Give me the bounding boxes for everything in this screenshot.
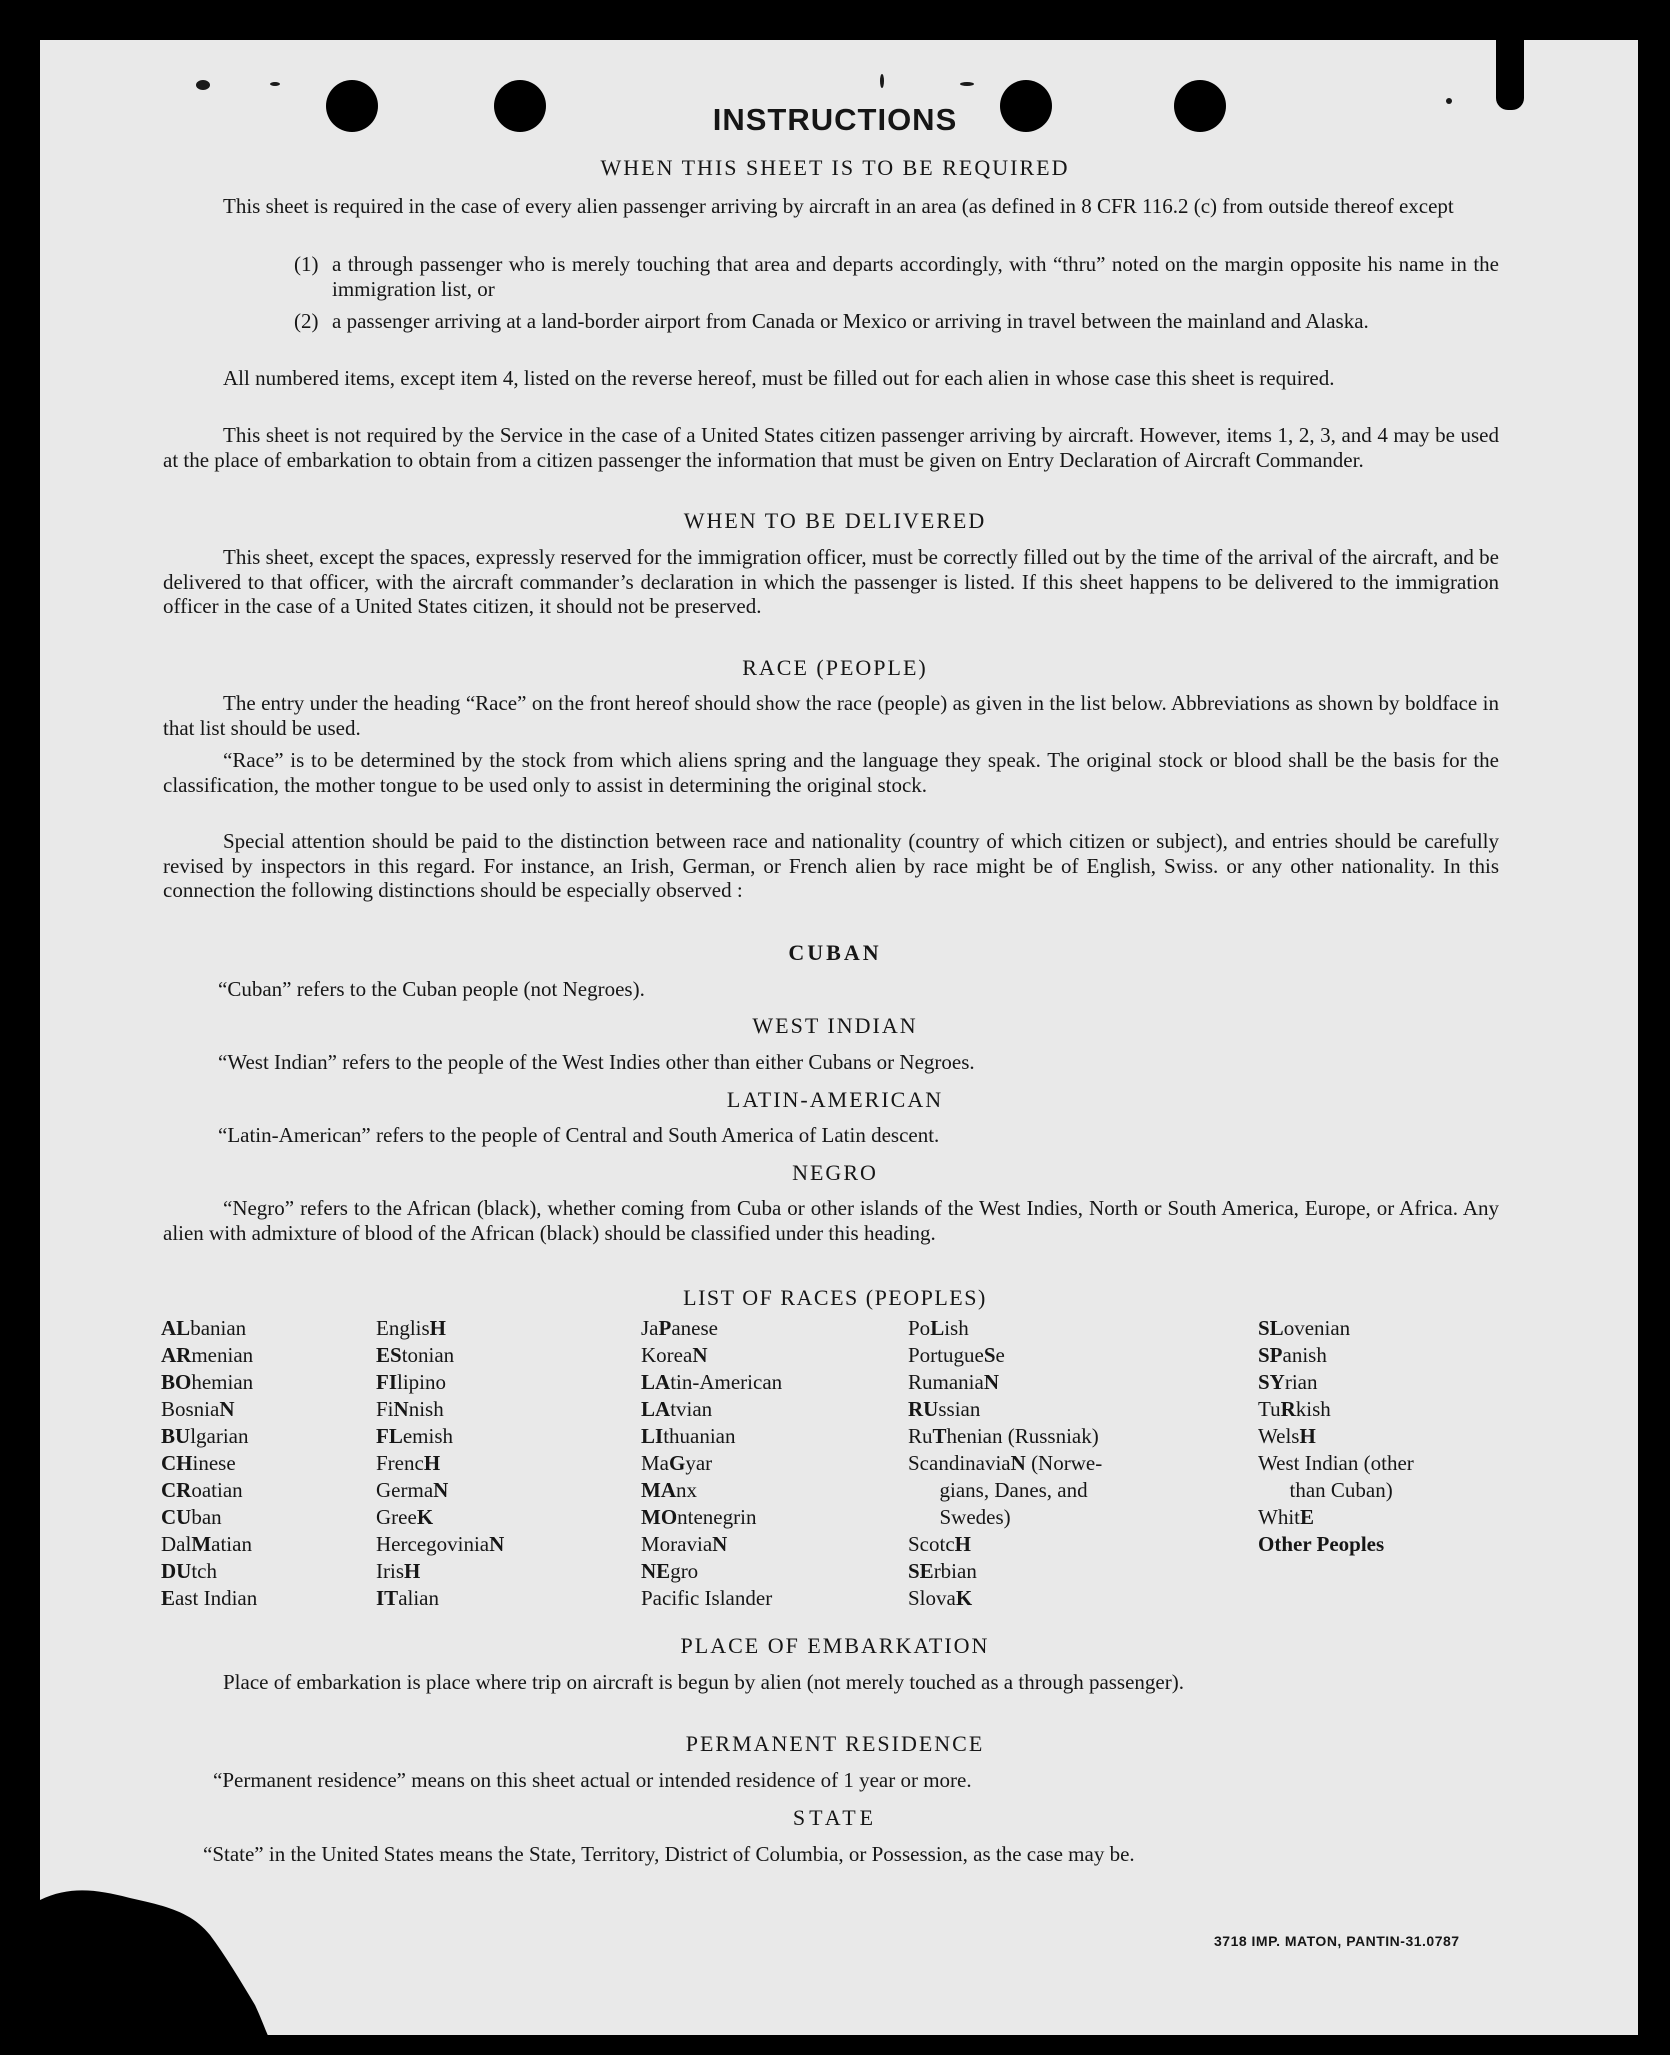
race-list-item: LAtvian <box>641 1397 713 1421</box>
para-citizen: This sheet is not required by the Service in the case of a United States citizen passenger arriving by aircraft. However, items 1, 2, 3, and 4 may be used at the place of embarkation to obtain from a citizen passenger the information that must be given on Entry Declaration of Aircraft Commander. <box>163 423 1499 472</box>
race-list-item: TuRkish <box>1258 1397 1331 1421</box>
heading-state: STATE <box>792 1805 878 1830</box>
para-state: “State” in the United States means the State, Territory, District of Columbia, or Possession, as the case may be. <box>203 1842 1135 1866</box>
race-list-item: DalMatian <box>161 1532 252 1556</box>
race-list-item: ScotcH <box>908 1532 971 1556</box>
race-list-item: KoreaN <box>641 1343 708 1367</box>
heading-negro: NEGRO <box>792 1160 878 1185</box>
race-list-item: JaPanese <box>641 1316 718 1340</box>
race-list-item: CUban <box>161 1505 222 1529</box>
heading-when-delivered: WHEN TO BE DELIVERED <box>683 508 987 533</box>
race-list-item: gians, Danes, and <box>908 1478 1088 1502</box>
para-cuban: “Cuban” refers to the Cuban people (not Negroes). <box>218 977 645 1001</box>
race-list-item: RuThenian (Russniak) <box>908 1424 1099 1448</box>
race-list-item: Swedes) <box>908 1505 1011 1529</box>
race-list-item: ScandinaviaN (Norwe- <box>908 1451 1103 1475</box>
race-list-item: EnglisH <box>376 1316 447 1340</box>
race-list-item: Other Peoples <box>1258 1532 1385 1556</box>
race-list-item: NEgro <box>641 1559 699 1583</box>
race-list-item: MOntenegrin <box>641 1505 757 1529</box>
race-list-item: than Cuban) <box>1258 1478 1393 1502</box>
staple-mark <box>1496 40 1524 110</box>
page-title: INSTRUCTIONS <box>712 102 958 137</box>
race-list-item: SErbian <box>908 1559 977 1583</box>
speck <box>880 74 884 88</box>
heading-west-indian: WEST INDIAN <box>752 1013 918 1038</box>
speck <box>196 80 210 90</box>
race-list-item: MaGyar <box>641 1451 713 1475</box>
torn-corner <box>40 1880 270 2040</box>
para-residence: “Permanent residence” means on this sheet actual or intended residence of 1 year or more. <box>213 1768 972 1792</box>
race-list-item: BOhemian <box>161 1370 254 1394</box>
para-negro: “Negro” refers to the African (black), whether coming from Cuba or other islands of the West Indies, North or South America, Europe, or Africa. Any alien with admixture of blood of the African (black) should be classified under this heading. <box>163 1196 1499 1245</box>
para-west-indian: “West Indian” refers to the people of the West Indies other than either Cubans or Negroes. <box>218 1050 975 1074</box>
race-list-item: SLovenian <box>1258 1316 1351 1340</box>
speck <box>960 82 974 86</box>
race-list-item: PoLish <box>908 1316 969 1340</box>
race-list-item: CHinese <box>161 1451 236 1475</box>
para-race-3: Special attention should be paid to the distinction between race and nationality (country of which citizen or subject), and entries should be carefully revised by inspectors in this regard. For instance, an Irish, German, or French alien by race might be of English, Swiss. or any other nationality. In this connection the following distinctions should be especially observed : <box>163 829 1499 902</box>
heading-latin-american: LATIN-AMERICAN <box>726 1087 944 1112</box>
heading-embarkation: PLACE OF EMBARKATION <box>680 1633 990 1658</box>
race-list-item: MoraviaN <box>641 1532 728 1556</box>
race-list-item: WhitE <box>1258 1505 1315 1529</box>
heading-permanent-residence: PERMANENT RESIDENCE <box>685 1731 985 1756</box>
race-list-item: ARmenian <box>161 1343 254 1367</box>
race-list-item: DUtch <box>161 1559 217 1583</box>
para-latin-american: “Latin-American” refers to the people of Central and South America of Latin descent. <box>218 1123 940 1147</box>
race-list-item: IrisH <box>376 1559 421 1583</box>
race-list-item: FiNnish <box>376 1397 444 1421</box>
race-list-item: HercegoviniaN <box>376 1532 505 1556</box>
race-column-1 <box>161 1315 257 1612</box>
race-list-item: BUlgarian <box>161 1424 249 1448</box>
race-list-item: EStonian <box>376 1343 455 1367</box>
race-list-item: GermaN <box>376 1478 449 1502</box>
race-list-item: WelsH <box>1258 1424 1316 1448</box>
race-list-item: CRoatian <box>161 1478 243 1502</box>
race-list-item: FIlipino <box>376 1370 447 1394</box>
heading-race: RACE (PEOPLE) <box>742 655 928 680</box>
race-list-item: SlovaK <box>908 1586 973 1610</box>
heading-list-of-races: LIST OF RACES (PEOPLES) <box>683 1285 987 1310</box>
heading-cuban: CUBAN <box>788 940 882 965</box>
race-list-item: BosniaN <box>161 1397 235 1421</box>
para-required-intro: This sheet is required in the case of every alien passenger arriving by aircraft in an area (as defined in 8 CFR 116.2 (c) from outside thereof except <box>223 194 1454 218</box>
race-list-item: LIthuanian <box>641 1424 736 1448</box>
para-race-1: The entry under the heading “Race” on the front hereof should show the race (people) as given in the list below. Abbreviations as shown by boldface in that list should be used. <box>163 691 1499 740</box>
race-list-item: ALbanian <box>161 1316 247 1340</box>
heading-when-required: WHEN THIS SHEET IS TO BE REQUIRED <box>600 155 1070 180</box>
printer-imprint: 3718 IMP. MATON, PANTIN-31.0787 <box>1214 1933 1460 1949</box>
race-list-item: West Indian (other <box>1258 1451 1414 1475</box>
race-list-item: LAtin-American <box>641 1370 783 1394</box>
para-numbered-items: All numbered items, except item 4, listed on the reverse hereof, must be filled out for each alien in whose case this sheet is required. <box>223 366 1335 390</box>
race-list-item: Pacific Islander <box>641 1586 773 1610</box>
race-column-5 <box>1258 1315 1414 1558</box>
race-list-item: East Indian <box>161 1586 258 1610</box>
race-list-item: GreeK <box>376 1505 434 1529</box>
para-embarkation: Place of embarkation is place where trip on aircraft is begun by alien (not merely touched as a through passenger). <box>223 1670 1184 1694</box>
race-list-item: PortugueSe <box>908 1343 1005 1367</box>
race-list-item: SYrian <box>1258 1370 1318 1394</box>
race-list-item: RUssian <box>908 1397 981 1421</box>
exception-item-2: (2) a passenger arriving at a land-border airport from Canada or Mexico or arriving in travel between the mainland and Alaska. <box>294 309 1369 333</box>
para-delivered: This sheet, except the spaces, expressly reserved for the immigration officer, must be correctly filled out by the time of the arrival of the aircraft, and be delivered to that officer, with the aircraft commander’s declaration in which the passenger is listed. If this sheet happens to be delivered to the immigration officer in the case of a United States citizen, it should not be preserved. <box>163 545 1499 618</box>
race-list-item: RumaniaN <box>908 1370 999 1394</box>
race-column-3 <box>641 1315 782 1612</box>
race-list-item: MAnx <box>641 1478 697 1502</box>
race-list-item: ITalian <box>376 1586 439 1610</box>
race-list-item: FLemish <box>376 1424 454 1448</box>
para-race-2: “Race” is to be determined by the stock from which aliens spring and the language they speak. The original stock or blood shall be the basis for the classification, the mother tongue to be used only to assist in determining the original stock. <box>163 748 1499 797</box>
race-list-item: FrencH <box>376 1451 441 1475</box>
speck <box>270 82 280 86</box>
exception-item-1: (1) a through passenger who is merely touching that area and departs accordingly, with “thru” noted on the margin opposite his name in the immigration list, or <box>294 252 1499 301</box>
race-list-item: SPanish <box>1258 1343 1327 1367</box>
race-column-4 <box>908 1315 1102 1612</box>
race-column-2 <box>376 1315 504 1612</box>
